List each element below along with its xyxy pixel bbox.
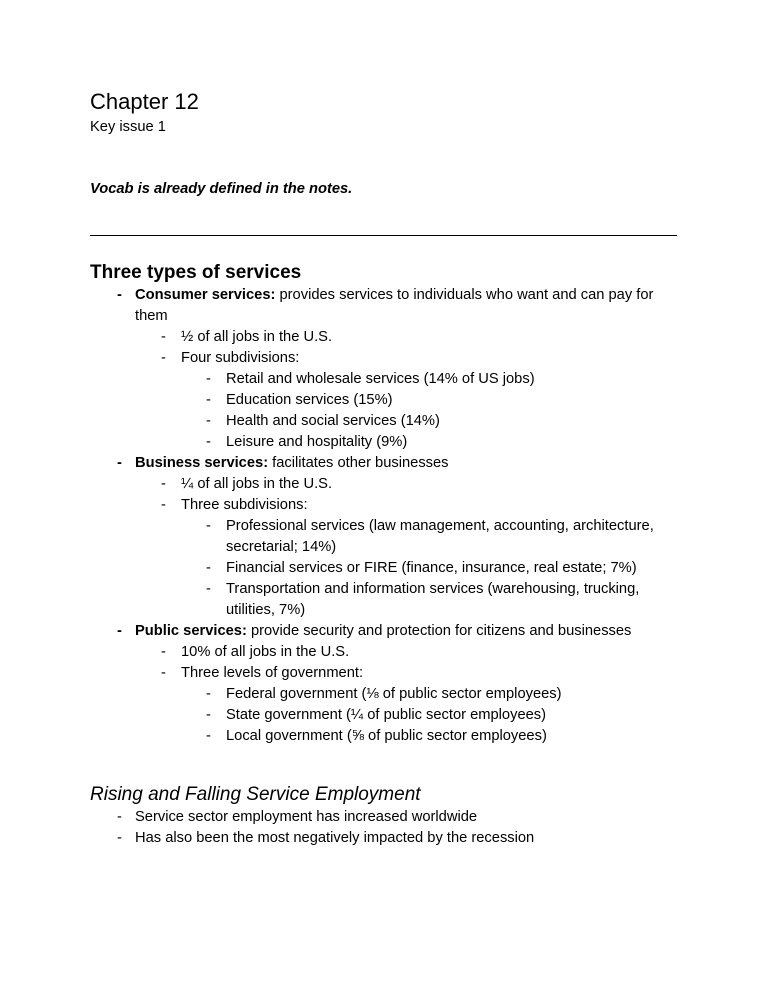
- list-item: Federal government (⅛ of public sector employees): [226, 686, 562, 702]
- term-label: Public services:: [135, 623, 247, 639]
- list-item: Three subdivisions:: [181, 497, 308, 513]
- list-item: Professional services (law management, accounting, architecture,: [226, 518, 654, 534]
- list-item-continuation: them: [135, 308, 168, 324]
- bullet-dash: -: [206, 560, 211, 576]
- bullet-dash: -: [206, 581, 211, 597]
- bullet-dash: -: [206, 371, 211, 387]
- list-item-continuation: utilities, 7%): [226, 602, 306, 618]
- term-label: Business services:: [135, 455, 269, 471]
- bullet-dash: -: [117, 287, 122, 303]
- bullet-dash: -: [206, 686, 211, 702]
- bullet-dash: -: [117, 623, 122, 639]
- vocab-note: Vocab is already defined in the notes.: [90, 181, 353, 197]
- list-item: Four subdivisions:: [181, 350, 300, 366]
- list-item-public-services: [135, 621, 631, 642]
- list-item: State government (¼ of public sector employees): [226, 707, 547, 723]
- document-title: Chapter 12: [90, 89, 199, 114]
- term-definition: facilitates other businesses: [268, 455, 449, 471]
- document-subtitle: Key issue 1: [90, 119, 166, 135]
- term-label: Consumer services:: [135, 287, 276, 303]
- bullet-dash: -: [161, 329, 166, 345]
- list-item: Education services (15%): [226, 392, 393, 408]
- list-item: ½ of all jobs in the U.S.: [181, 329, 333, 345]
- bullet-dash: -: [161, 476, 166, 492]
- bullet-dash: -: [206, 728, 211, 744]
- list-item: Leisure and hospitality (9%): [226, 434, 408, 450]
- list-item: Transportation and information services (warehousing, trucking,: [226, 581, 640, 597]
- section-heading-three-types: Three types of services: [90, 262, 302, 283]
- bullet-dash: -: [117, 455, 122, 471]
- list-item-consumer-services: [135, 285, 653, 306]
- list-item: ¼ of all jobs in the U.S.: [181, 476, 333, 492]
- bullet-dash: -: [161, 350, 166, 366]
- list-item: Three levels of government:: [181, 665, 364, 681]
- bullet-dash: -: [117, 809, 122, 825]
- list-item: Has also been the most negatively impacted by the recession: [135, 830, 535, 846]
- list-item: Service sector employment has increased worldwide: [135, 809, 478, 825]
- bullet-dash: -: [161, 665, 166, 681]
- bullet-dash: -: [161, 644, 166, 660]
- bullet-dash: -: [206, 413, 211, 429]
- list-item: 10% of all jobs in the U.S.: [181, 644, 350, 660]
- bullet-dash: -: [206, 392, 211, 408]
- list-item: Health and social services (14%): [226, 413, 440, 429]
- term-definition: provides services to individuals who want and can pay for: [275, 287, 654, 303]
- bullet-dash: -: [206, 434, 211, 450]
- bullet-dash: -: [206, 518, 211, 534]
- list-item: Financial services or FIRE (finance, insurance, real estate; 7%): [226, 560, 637, 576]
- list-item: Local government (⅝ of public sector employees): [226, 728, 547, 744]
- bullet-dash: -: [161, 497, 166, 513]
- term-definition: provide security and protection for citizens and businesses: [246, 623, 632, 639]
- section-heading-rising-falling: Rising and Falling Service Employment: [90, 784, 421, 805]
- list-item-continuation: secretarial; 14%): [226, 539, 337, 555]
- bullet-dash: -: [206, 707, 211, 723]
- list-item-business-services: [135, 453, 449, 474]
- horizontal-rule: [90, 235, 677, 236]
- bullet-dash: -: [117, 830, 122, 846]
- list-item: Retail and wholesale services (14% of US jobs): [226, 371, 535, 387]
